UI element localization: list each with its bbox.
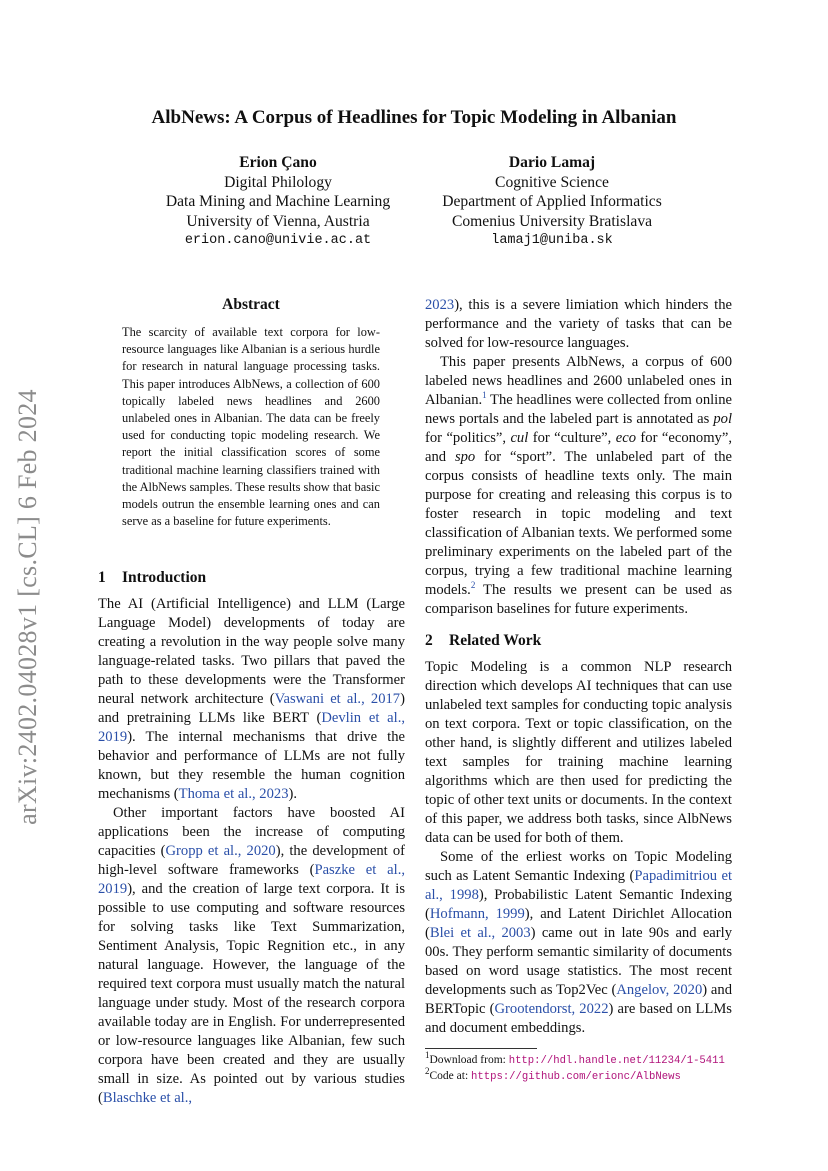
related-paragraph-1: Topic Modeling is a common NLP research direction which develops AI techniques that can use unlabeled text samples for conducting topic analysis on text corpora. Text or topic classification, on the other hand, is slightly different and utilizes labeled text samples for training machine learning algorithms which are then used for predicting the topic of other text units or documents. In the context of this paper, we address both tasks, since AlbNews data can be used for both of them. bbox=[425, 659, 732, 846]
text-run: for “culture”, bbox=[528, 430, 616, 446]
abstract-text: The scarcity of available text corpora for low-resource languages like Albanian is a serious hurdle for research in natural language processing tasks. This paper introduces AlbNews, a collection of 600 topically labeled news headlines and 2600 unlabeled ones in Albanian. The data can be freely used for conducting topic modeling research. We report the initial classification scores of some traditional machine learning classifiers trained with the AlbNews samples. These results show that basic models outrun the ensemble learning ones and can serve as a baseline for future experiments. bbox=[122, 325, 380, 529]
text-run: This paper presents AlbNews, a corpus of 600 labeled news headlines and 2600 unlabeled ones in Albanian. bbox=[425, 354, 732, 408]
section-number: 2 bbox=[425, 632, 433, 649]
section-title: Related Work bbox=[449, 632, 542, 649]
footnote-url[interactable]: http://hdl.handle.net/11234/1-5411 bbox=[508, 1055, 725, 1067]
citation-link[interactable]: Angelov, 2020 bbox=[616, 982, 703, 998]
author-affiliation: Data Mining and Machine Learning bbox=[165, 193, 391, 210]
intro-paragraph-3 bbox=[425, 296, 732, 353]
arxiv-identifier: arXiv:2402.04028v1 [cs.CL] 6 Feb 2024 bbox=[13, 389, 42, 825]
abstract-section bbox=[122, 296, 380, 530]
label-pol: pol bbox=[713, 411, 732, 427]
citation-link[interactable]: Devlin et al., 2019 bbox=[98, 710, 405, 745]
intro-paragraph-1 bbox=[98, 595, 405, 804]
footnote-label: Code at: bbox=[429, 1070, 472, 1082]
text-run: Other important factors have boosted AI applications been the increase of computing capacities ( bbox=[98, 805, 405, 859]
footnote-divider bbox=[425, 1048, 537, 1049]
text-run: ). bbox=[288, 786, 298, 802]
label-cul: cul bbox=[510, 430, 529, 446]
citation-link[interactable]: Grootendorst, 2022 bbox=[494, 1001, 609, 1017]
author-email[interactable]: erion.cano@univie.ac.at bbox=[184, 233, 372, 248]
author-block-1 bbox=[138, 153, 418, 251]
author-affiliation: Comenius University Bratislava bbox=[451, 212, 653, 230]
author-email[interactable]: lamaj1@uniba.sk bbox=[491, 233, 613, 248]
paper-title: AlbNews: A Corpus of Headlines for Topic Modeling in Albanian bbox=[151, 107, 677, 128]
text-run: The AI (Artificial Intelligence) and LLM (Large Language Model) developments of today are creating a revolution in the way people solve many language-related tasks. Two pillars that paved the path to these developments were the Transformer neural network architecture ( bbox=[98, 596, 405, 707]
footnote-mark: 2 bbox=[425, 1066, 430, 1077]
author-name: Dario Lamaj bbox=[508, 154, 596, 171]
section-title: Introduction bbox=[122, 569, 207, 586]
section-number: 1 bbox=[98, 569, 106, 586]
citation-link[interactable]: Paszke et al., 2019 bbox=[98, 862, 405, 897]
author-affiliation: University of Vienna, Austria bbox=[186, 212, 370, 230]
citation-link[interactable]: Gropp et al., 2020 bbox=[165, 843, 276, 859]
arxiv-sidebar-stamp bbox=[8, 372, 48, 842]
related-paragraph-2 bbox=[425, 848, 732, 1038]
citation-link[interactable]: Hofmann, 1999 bbox=[429, 906, 525, 922]
footnote-marker[interactable]: 1 bbox=[482, 390, 487, 401]
intro-paragraph-4 bbox=[425, 353, 732, 619]
text-run: ), this is a severe limiation which hinders the performance and the variety of tasks that can be solved for low-resource languages. bbox=[425, 297, 732, 351]
text-run: ), Probabilistic Latent Semantic Indexing ( bbox=[425, 887, 732, 922]
text-run: ), and Latent Dirichlet Allocation ( bbox=[425, 906, 732, 941]
intro-paragraph-2 bbox=[98, 804, 405, 1108]
text-run: Some of the erliest works on Topic Modeling such as Latent Semantic Indexing ( bbox=[425, 849, 732, 884]
citation-link[interactable]: Blaschke et al., bbox=[102, 1090, 193, 1106]
citation-link[interactable]: 2023 bbox=[425, 297, 455, 313]
footnote-mark: 1 bbox=[425, 1050, 430, 1061]
author-affiliation: Department of Applied Informatics bbox=[442, 193, 662, 210]
author-block-2 bbox=[412, 153, 692, 251]
text-run: ) are based on LLMs and document embeddings. bbox=[425, 1001, 732, 1036]
text-run: ) and pretraining LLMs like BERT ( bbox=[98, 691, 405, 726]
right-column bbox=[425, 296, 732, 1085]
citation-link[interactable]: Vaswani et al., 2017 bbox=[274, 691, 401, 707]
text-run: ), the development of high-level software frameworks ( bbox=[98, 843, 405, 878]
citation-link[interactable]: Thoma et al., 2023 bbox=[178, 786, 289, 802]
section-heading-introduction bbox=[98, 568, 405, 587]
author-name: Erion Çano bbox=[239, 154, 317, 171]
section-heading-related-work bbox=[425, 631, 732, 650]
citation-link[interactable]: Blei et al., 2003 bbox=[429, 925, 531, 941]
label-spo: spo bbox=[454, 449, 476, 465]
label-eco: eco bbox=[615, 430, 636, 446]
text-run: The headlines were collected from online news portals and the labeled part is annotated as bbox=[425, 392, 732, 427]
text-run: ) came out in late 90s and early 00s. They perform semantic similarity of documents based on word usage statistics. The most recent developments such as Top2Vec ( bbox=[425, 925, 732, 998]
author-affiliation: Cognitive Science bbox=[495, 173, 609, 191]
author-affiliation: Digital Philology bbox=[224, 173, 332, 191]
text-run: for “politics”, bbox=[425, 430, 511, 446]
footnote-marker[interactable]: 2 bbox=[470, 580, 476, 591]
left-column bbox=[98, 568, 405, 1108]
footnote-1 bbox=[425, 1050, 732, 1069]
text-run: ). The internal mechanisms that drive the behavior and performance of LLMs are not fully known, but they resemble the human cognition mechanisms ( bbox=[98, 729, 405, 802]
footnote-2 bbox=[425, 1066, 732, 1085]
text-run: ), and the creation of large text corpora. It is possible to use computing and software resources for solving tasks like Text Summarization, Sentiment Analysis, Topic Regnition etc., in any natural language. However, the language of the required text corpora must usually match the natural language under study. Most of the research corpora available today are in English. For underrepresented or low-resource languages like Albanian, few such corpora have been created and they are usually small in size. As pointed out by various studies ( bbox=[98, 881, 405, 1106]
footnote-label: Download from: bbox=[429, 1054, 509, 1066]
text-run: for “sport”. The unlabeled part of the corpus consists of headline texts only. The main purpose for creating and releasing this corpus is to foster research in topic modeling and text classification of Albanian texts. We performed some preliminary experiments on the labeled part of the corpus, trying a few traditional machine learning models. bbox=[425, 449, 732, 598]
citation-link[interactable]: Papadimitriou et al., 1998 bbox=[425, 868, 733, 903]
footnote-url[interactable]: https://github.com/erionc/AlbNews bbox=[471, 1071, 681, 1083]
text-run: ) and BERTopic ( bbox=[425, 982, 732, 1017]
section-gap bbox=[425, 619, 732, 631]
abstract-heading: Abstract bbox=[222, 296, 280, 313]
text-run: The results we present can be used as comparison baselines for future experiments. bbox=[425, 582, 732, 617]
text-run: for “economy”, and bbox=[425, 430, 732, 465]
